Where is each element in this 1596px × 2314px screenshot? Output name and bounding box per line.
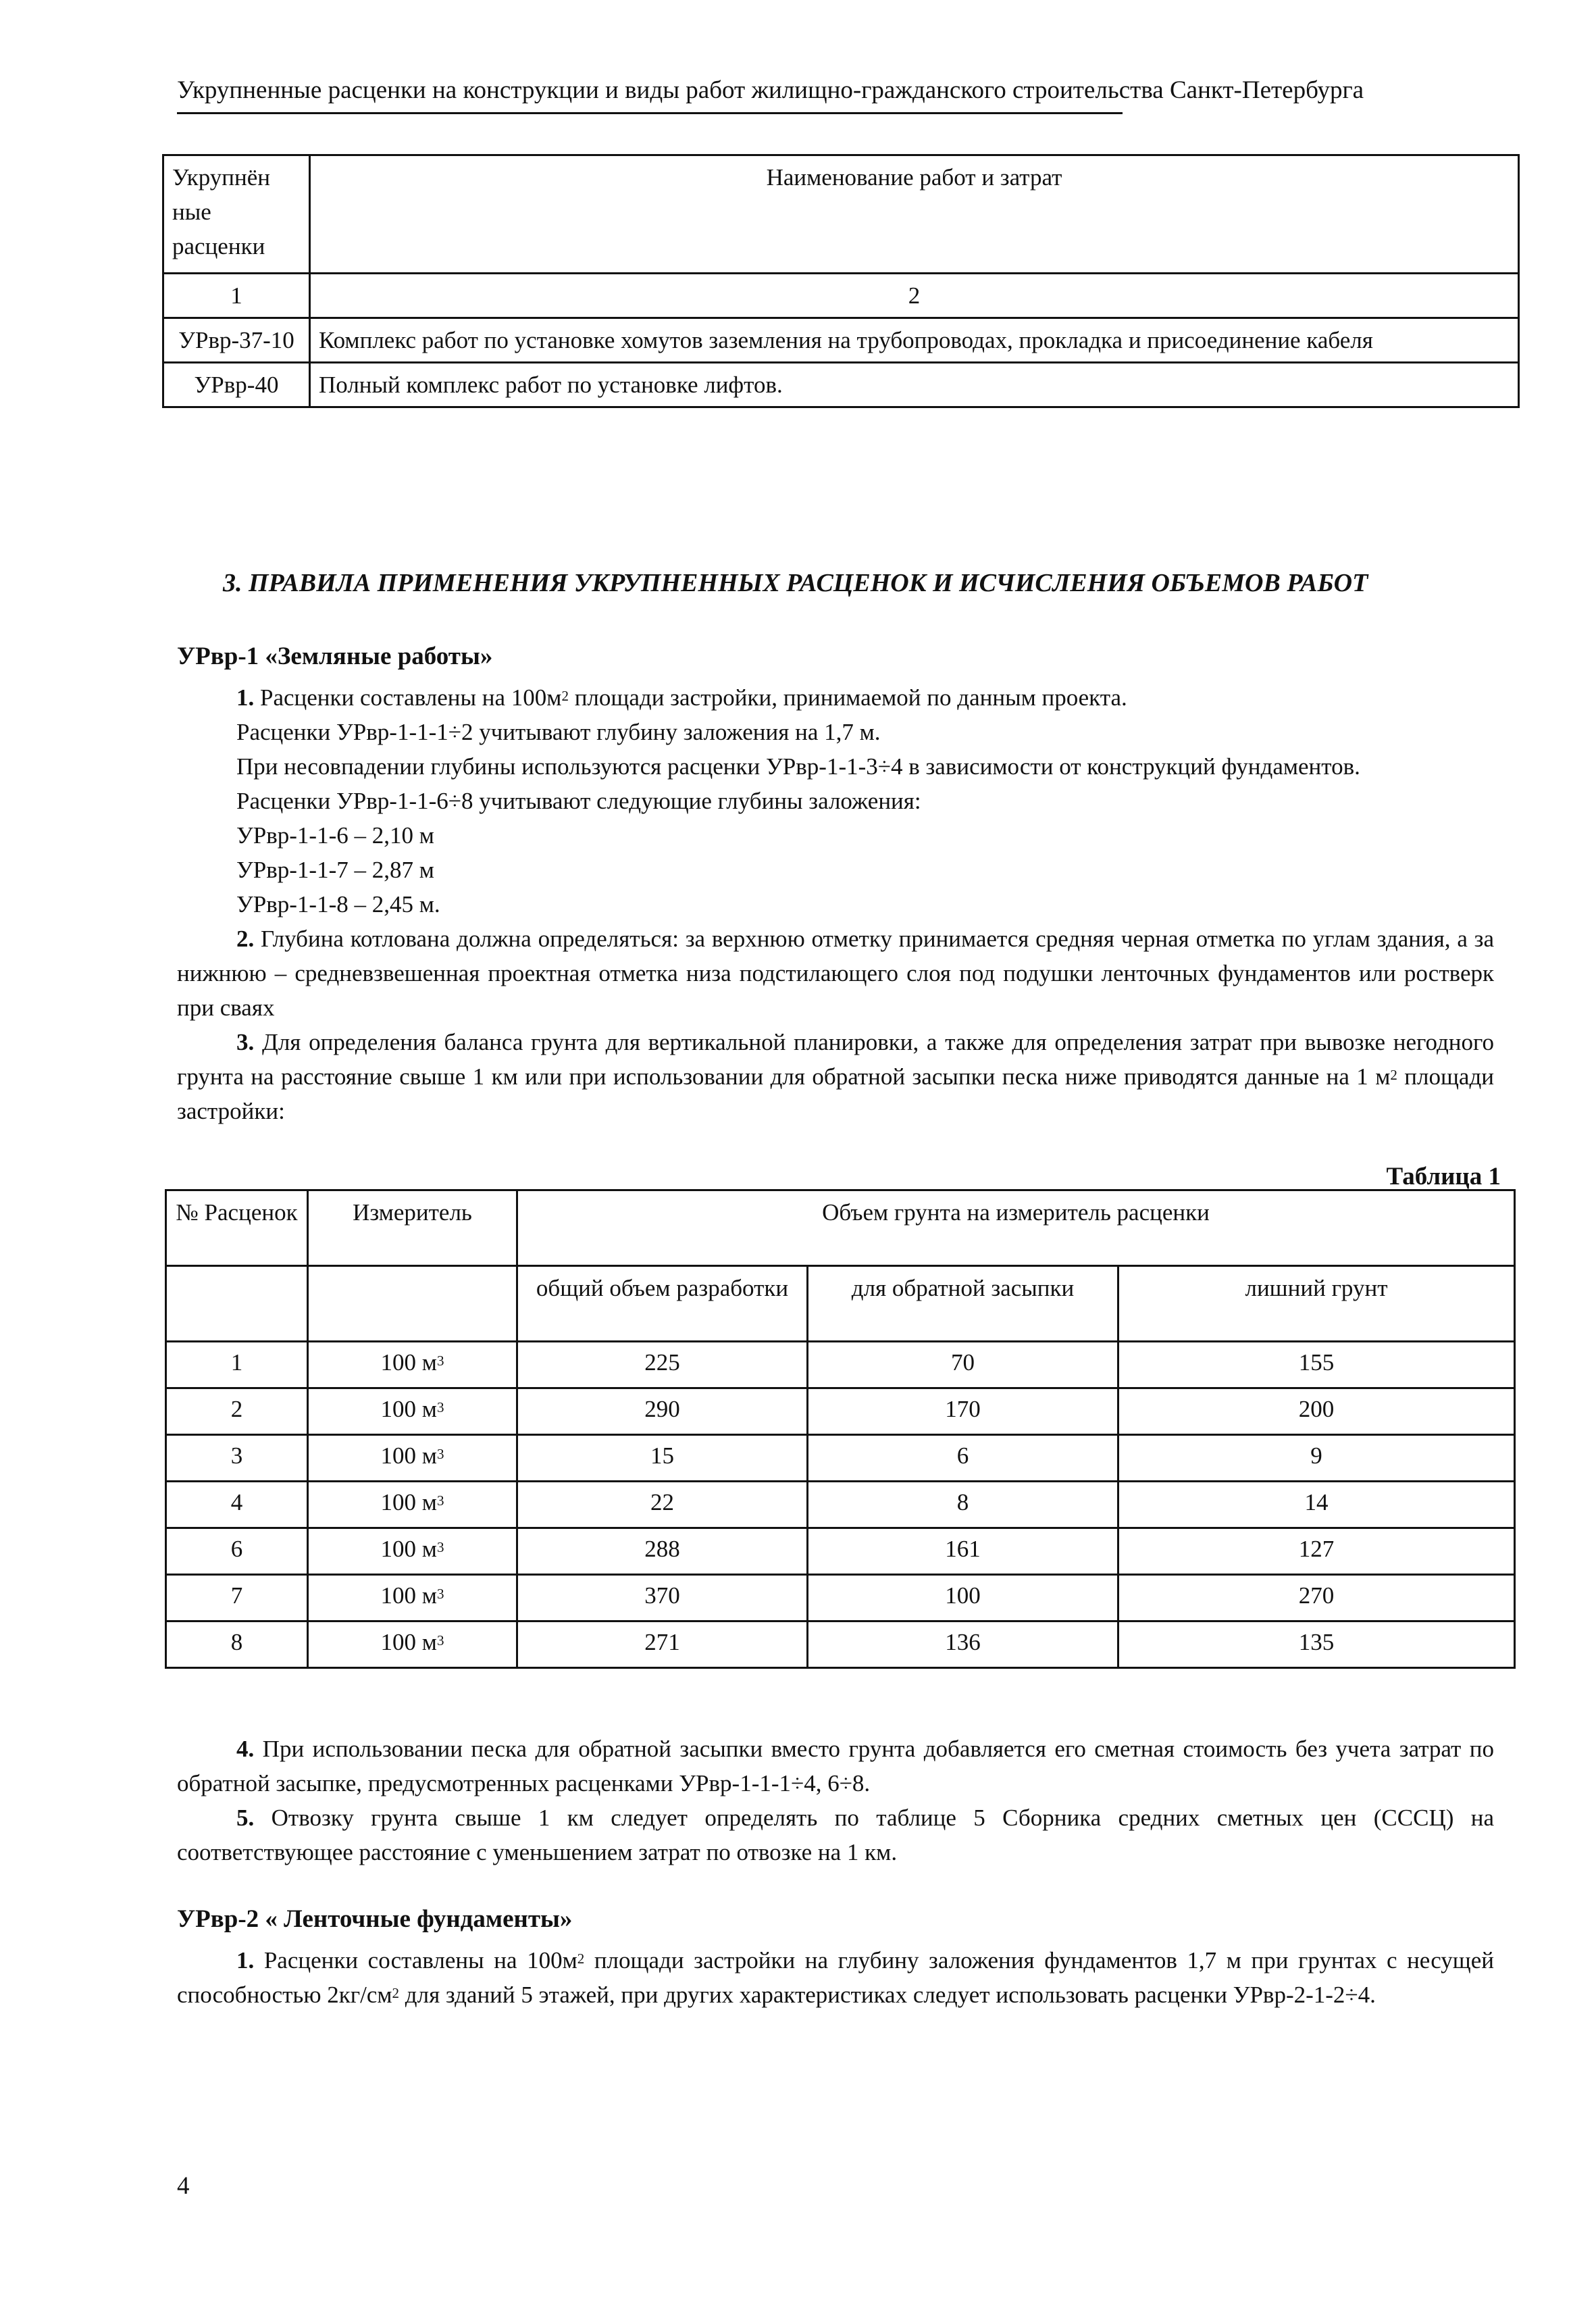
paragraph-number: 2.: [236, 926, 255, 952]
rate-number: 2: [166, 1388, 308, 1435]
rate-number: 1: [166, 1342, 308, 1388]
superscript: 3: [436, 1632, 444, 1649]
rate-number: 7: [166, 1575, 308, 1621]
rate-number: 6: [166, 1528, 308, 1575]
backfill-cell: 170: [808, 1388, 1118, 1435]
soil-volume-table: [165, 1189, 1516, 1669]
header-rule: [177, 112, 1123, 114]
superscript: 2: [1390, 1066, 1397, 1083]
paragraph-number: 1.: [236, 1947, 255, 1973]
top-table-col1-header: Укрупнён ные расценки: [163, 155, 310, 274]
table-row: [163, 318, 1519, 363]
backfill-cell: 70: [808, 1342, 1118, 1388]
urvr1-paragraph-1: [177, 680, 1494, 715]
work-name: Комплекс работ по установке хомутов заземления на трубопроводах, прокладка и присоединение кабеля: [310, 318, 1519, 363]
col-header-group: Объем грунта на измеритель расценки: [517, 1190, 1515, 1266]
superscript: 2: [561, 687, 569, 704]
top-table: [162, 154, 1520, 408]
paragraph-text: площади застройки на глубину заложения фундаментов 1,7 м при грунтах с несущей способностью 2кг/см: [177, 1947, 1494, 2008]
urvr1-paragraph-5: [177, 1801, 1494, 1869]
table-row: [166, 1435, 1515, 1482]
excess-cell: 127: [1118, 1528, 1515, 1575]
backfill-cell: 6: [808, 1435, 1118, 1482]
superscript: 2: [392, 1984, 400, 2001]
table-subheader-row: [166, 1266, 1515, 1342]
urvr1-paragraph-1-line-4: Расценки УРвр-1-1-6÷8 учитывают следующие глубины заложения:: [236, 788, 921, 814]
urvr1-paragraph-4: [177, 1732, 1494, 1801]
urvr1-paragraph-1-line-3: При несовпадении глубины используются расценки УРвр-1-1-3÷4 в зависимости от конструкций фундаментов.: [236, 753, 1360, 780]
excess-cell: 14: [1118, 1482, 1515, 1528]
backfill-cell: 136: [808, 1621, 1118, 1668]
unit-text: 100 м: [380, 1396, 437, 1422]
urvr1-section: [177, 639, 1494, 1128]
col-header-total: общий объем разработки: [517, 1266, 808, 1342]
superscript: 3: [436, 1445, 444, 1462]
work-name: Полный комплекс работ по установке лифтов.: [310, 363, 1519, 407]
urvr2-paragraph-1: [177, 1943, 1494, 2012]
unit-cell: [308, 1435, 517, 1482]
urvr1-paragraph-2: [177, 922, 1494, 1025]
table-row: [166, 1575, 1515, 1621]
depth-item: УРвр-1-1-8 – 2,45 м.: [236, 891, 440, 917]
superscript: 2: [577, 1950, 585, 1967]
total-cell: 370: [517, 1575, 808, 1621]
paragraph-text: Для определения баланса грунта для вертикальной планировки, а также для определения затрат при вывозке негодного грунта на расстояние свыше 1 км или при использовании для обратной засыпки песка ниже приводятся данные на 1 м: [177, 1029, 1495, 1090]
table-header-row: [166, 1190, 1515, 1266]
paragraph-text: для зданий 5 этажей, при других характеристиках следует использовать расценки УРвр-2-1-2÷4.: [399, 1982, 1376, 2008]
top-table-col2-num: 2: [310, 274, 1519, 318]
unit-cell: [308, 1575, 517, 1621]
total-cell: 288: [517, 1528, 808, 1575]
top-table-col1-num: 1: [163, 274, 310, 318]
rate-number: 3: [166, 1435, 308, 1482]
unit-text: 100 м: [380, 1629, 437, 1655]
table-row: [166, 1528, 1515, 1575]
table-row: [166, 1621, 1515, 1668]
unit-cell: [308, 1482, 517, 1528]
rate-code: УРвр-37-10: [163, 318, 310, 363]
unit-cell: [308, 1528, 517, 1575]
page-number: 4: [177, 2172, 190, 2200]
unit-cell: [308, 1621, 517, 1668]
unit-text: 100 м: [380, 1582, 437, 1609]
unit-text: 100 м: [380, 1442, 437, 1469]
top-table-num-row: [163, 274, 1519, 318]
rate-number: 4: [166, 1482, 308, 1528]
col-header-excess: лишний грунт: [1118, 1266, 1515, 1342]
paragraph-text: площади застройки:: [177, 1063, 1494, 1124]
empty-cell: [166, 1266, 308, 1342]
excess-cell: 9: [1118, 1435, 1515, 1482]
depth-item: УРвр-1-1-7 – 2,87 м: [236, 857, 434, 883]
backfill-cell: 100: [808, 1575, 1118, 1621]
urvr1-paragraph-3: [177, 1025, 1494, 1128]
excess-cell: 270: [1118, 1575, 1515, 1621]
urvr1-paragraph-1-line-2: Расценки УРвр-1-1-1÷2 учитывают глубину заложения на 1,7 м.: [236, 719, 881, 745]
backfill-cell: 161: [808, 1528, 1118, 1575]
urvr1-heading: УРвр-1 «Земляные работы»: [177, 643, 493, 670]
table-row: [166, 1388, 1515, 1435]
table-row: [166, 1342, 1515, 1388]
unit-cell: [308, 1388, 517, 1435]
rate-code: УРвр-40: [163, 363, 310, 407]
superscript: 3: [436, 1492, 444, 1509]
superscript: 3: [436, 1352, 444, 1369]
page-header: Укрупненные расценки на конструкции и виды работ жилищно-гражданского строительства Санкт-Петербурга: [177, 76, 1364, 104]
unit-text: 100 м: [380, 1536, 437, 1562]
unit-text: 100 м: [380, 1349, 437, 1376]
rate-number: 8: [166, 1621, 308, 1668]
paragraph-number: 3.: [236, 1029, 255, 1055]
excess-cell: 200: [1118, 1388, 1515, 1435]
backfill-cell: 8: [808, 1482, 1118, 1528]
table-caption: Таблица 1: [1386, 1163, 1501, 1190]
table-row: [163, 363, 1519, 407]
superscript: 3: [436, 1585, 444, 1602]
col-header-unit: Измеритель: [308, 1190, 517, 1266]
total-cell: 22: [517, 1482, 808, 1528]
paragraph-text: Расценки составлены на 100м: [260, 684, 562, 711]
col-header-number: № Расценок: [166, 1190, 308, 1266]
excess-cell: 155: [1118, 1342, 1515, 1388]
top-table-col2-header: Наименование работ и затрат: [310, 155, 1519, 274]
depth-item: УРвр-1-1-6 – 2,10 м: [236, 822, 434, 849]
paragraph-number: 5.: [236, 1805, 255, 1831]
urvr1-section-continued: [177, 1732, 1494, 2012]
paragraph-number: 1.: [236, 684, 255, 711]
paragraph-text: Отвозку грунта свыше 1 км следует определять по таблице 5 Сборника средних сметных цен (СССЦ) на соответствующее расстояние с уменьшением затрат по отвозке на 1 км.: [177, 1805, 1495, 1865]
excess-cell: 135: [1118, 1621, 1515, 1668]
total-cell: 15: [517, 1435, 808, 1482]
col-header-backfill: для обратной засыпки: [808, 1266, 1118, 1342]
unit-cell: [308, 1342, 517, 1388]
paragraph-number: 4.: [236, 1736, 255, 1762]
table-row: [166, 1482, 1515, 1528]
total-cell: 225: [517, 1342, 808, 1388]
unit-text: 100 м: [380, 1489, 437, 1515]
paragraph-text: При использовании песка для обратной засыпки вместо грунта добавляется его сметная стоимость без учета затрат по обратной засыпке, предусмотренных расценками УРвр-1-1-1÷4, 6÷8.: [177, 1736, 1494, 1796]
empty-cell: [308, 1266, 517, 1342]
total-cell: 290: [517, 1388, 808, 1435]
paragraph-text: Расценки составлены на 100м: [263, 1947, 577, 1973]
section-title: 3. ПРАВИЛА ПРИМЕНЕНИЯ УКРУПНЕННЫХ РАСЦЕНОК И ИСЧИСЛЕНИЯ ОБЪЕМОВ РАБОТ: [223, 569, 1368, 597]
superscript: 3: [436, 1538, 444, 1555]
total-cell: 271: [517, 1621, 808, 1668]
paragraph-text: Глубина котлована должна определяться: за верхнюю отметку принимается средняя черная отметка по углам здания, а за нижнюю – средневзвешенная проектная отметка низа подстилающего слоя под подушки ленточных фундаментов или ростверк при сваях: [177, 926, 1495, 1021]
superscript: 3: [436, 1399, 444, 1415]
paragraph-text: площади застройки, принимаемой по данным проекта.: [568, 684, 1127, 711]
top-table-header-row: [163, 155, 1519, 274]
urvr2-heading: УРвр-2 « Ленточные фундаменты»: [177, 1905, 573, 1933]
